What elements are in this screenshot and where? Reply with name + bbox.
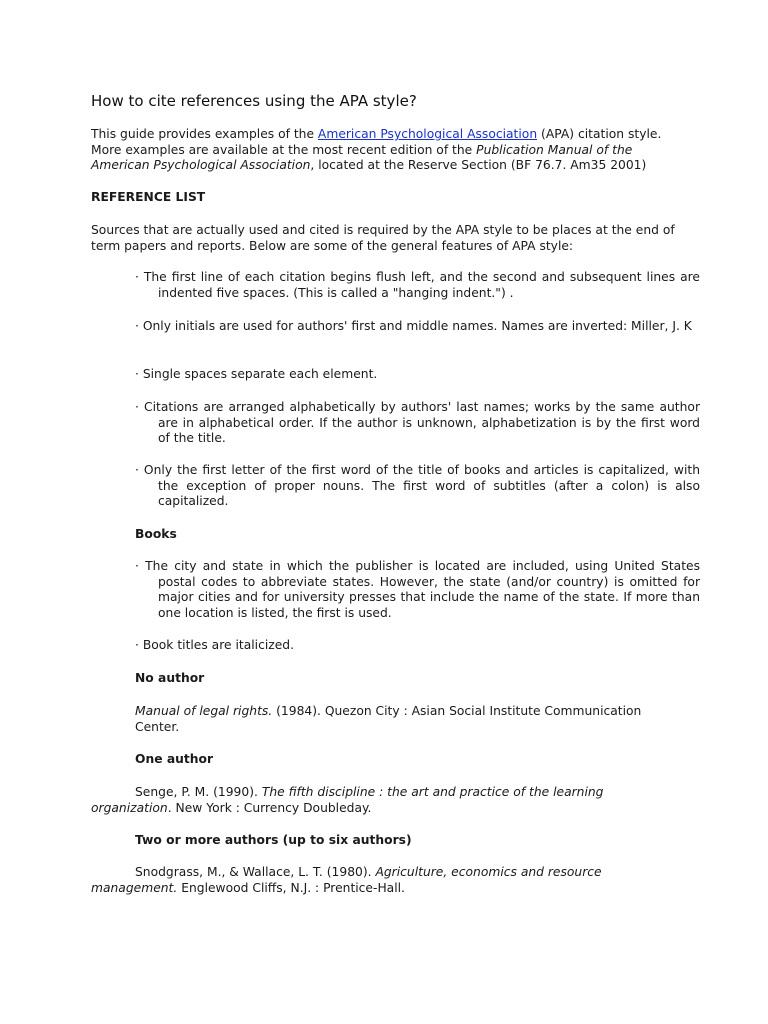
no-author-title: Manual of legal rights.: [135, 704, 273, 718]
intro-paragraph: [91, 127, 691, 174]
bullet-single-spaces: · Single spaces separate each element.: [135, 367, 378, 381]
one-author-title: The fifth discipline : the art and practice of the learning organization: [91, 785, 604, 815]
books-heading: Books: [135, 527, 177, 541]
bullet-capitalization: · Only the first letter of the first word of the title of books and articles is capitalized, with the exception of proper nouns. The first word of subtitles (after a colon) is also capitalized.: [135, 463, 700, 508]
one-author-rest: . New York : Currency Doubleday.: [167, 800, 372, 815]
bullet-initials: · Only initials are used for authors' first and middle names. Names are inverted: Miller, J. K: [135, 319, 692, 333]
bullet-publisher-location: · The city and state in which the publisher is located are included, using United States postal codes to abbreviate states. However, the state (and/or country) is omitted for major cities and for university presses that include the name of the state. If more than one location is listed, the first is used.: [135, 559, 700, 620]
one-author-example: [91, 785, 651, 816]
multi-author-heading: Two or more authors (up to six authors): [135, 833, 412, 847]
no-author-rest: (1984). Quezon City : Asian Social Institute Communication Center.: [135, 704, 642, 734]
page-title: How to cite references using the APA style?: [91, 92, 417, 110]
reference-list-heading: REFERENCE LIST: [91, 190, 206, 204]
bullet-alphabetical: · Citations are arranged alphabetically by authors' last names; works by the same author are in alphabetical order. If the author is unknown, alphabetization is by the first word of the title.: [135, 400, 700, 445]
multi-author-rest: Englewood Cliffs, N.J. : Prentice-Hall.: [177, 880, 405, 895]
bullet-hanging-indent: · The first line of each citation begins flush left, and the second and subsequent lines are indented five spaces. (This is called a "hanging indent.") .: [135, 270, 700, 300]
reference-paragraph: Sources that are actually used and cited is required by the APA style to be places at the end of term papers and reports. Below are some of the general features of APA style:: [91, 223, 675, 253]
intro-post: , located at the Reserve Section (BF 76.7. Am35 2001): [310, 158, 647, 172]
no-author-example: [135, 704, 675, 735]
bullet-italic-titles: · Book titles are italicized.: [135, 638, 295, 652]
intro-publication-manual: Publication Manual of the American Psychological Association: [91, 142, 633, 172]
apa-link[interactable]: American Psychological Association: [317, 127, 538, 141]
one-author-pre: Senge, P. M. (1990).: [135, 785, 262, 799]
one-author-heading: One author: [135, 752, 214, 766]
intro-mid: (APA) citation style. More examples are available at the most recent edition of the: [91, 127, 662, 157]
multi-author-title: Agriculture, economics and resource management.: [91, 865, 602, 895]
multi-author-example: [91, 865, 651, 896]
no-author-heading: No author: [135, 671, 205, 685]
multi-author-pre: Snodgrass, M., & Wallace, L. T. (1980).: [135, 865, 376, 879]
intro-pre: This guide provides examples of the: [91, 127, 318, 141]
